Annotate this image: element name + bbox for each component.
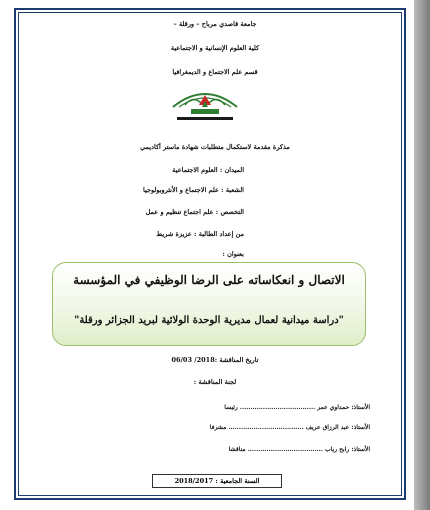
faculty-name: كلية العلوم الإنسانية و الاجتماعية [170, 44, 260, 52]
member-name: الأستاذ: حمداوي عمر [317, 404, 370, 411]
member-role: مناقشا [228, 446, 246, 453]
thesis-title-box [52, 262, 366, 346]
department-name: قسم علم الاجتماع و الديمغرافيا [172, 68, 258, 76]
title-label: بعنوان : [222, 250, 244, 258]
committee-member-1 [224, 404, 370, 411]
branch-line: الشعبة : علم الاجتماع و الأنثروبولوجيا [143, 186, 244, 194]
member-role: مشرفا [209, 424, 227, 431]
committee-label: لجنة المناقشة : [193, 378, 237, 386]
thesis-subtitle: "دراسة ميدانية لعمال مديرية الوحدة الولائية لبريد الجزائر ورقلة" [74, 315, 344, 326]
member-dots: .................................... [239, 404, 316, 411]
committee-member-2 [210, 424, 370, 431]
member-name: الأستاذ: عبد الرزاق عريف [305, 424, 370, 431]
university-emblem-icon [165, 85, 245, 125]
viewer-side-shadow [414, 0, 430, 510]
specialty-line: التخصص : علم اجتماع تنظيم و عمل [145, 208, 244, 216]
thesis-title: الاتصال و انعكاساته على الرضا الوظيفي في المؤسسة [73, 273, 345, 287]
field-line: الميدان : العلوم الاجتماعية [172, 166, 244, 174]
member-dots: .................................... [228, 424, 304, 431]
memo-statement: مذكرة مقدمة لاستكمال متطلبات شهادة ماستر أكاديمي [140, 143, 290, 151]
member-name: الأستاذ: رابح رياب [325, 446, 370, 453]
member-role: رئيسا [224, 404, 238, 411]
defense-date: تاريخ المناقشة :2018/ 06/03 [171, 356, 259, 364]
student-line: من إعداد الطالبة : عزيزة شريط [156, 230, 244, 238]
university-name: جامعة قاصدي مرباح – ورقلة – [173, 20, 257, 28]
member-dots: .................................... [247, 446, 323, 453]
committee-member-3 [229, 446, 370, 453]
academic-year: السنة الجامعية : 2018/2017 [152, 474, 282, 488]
